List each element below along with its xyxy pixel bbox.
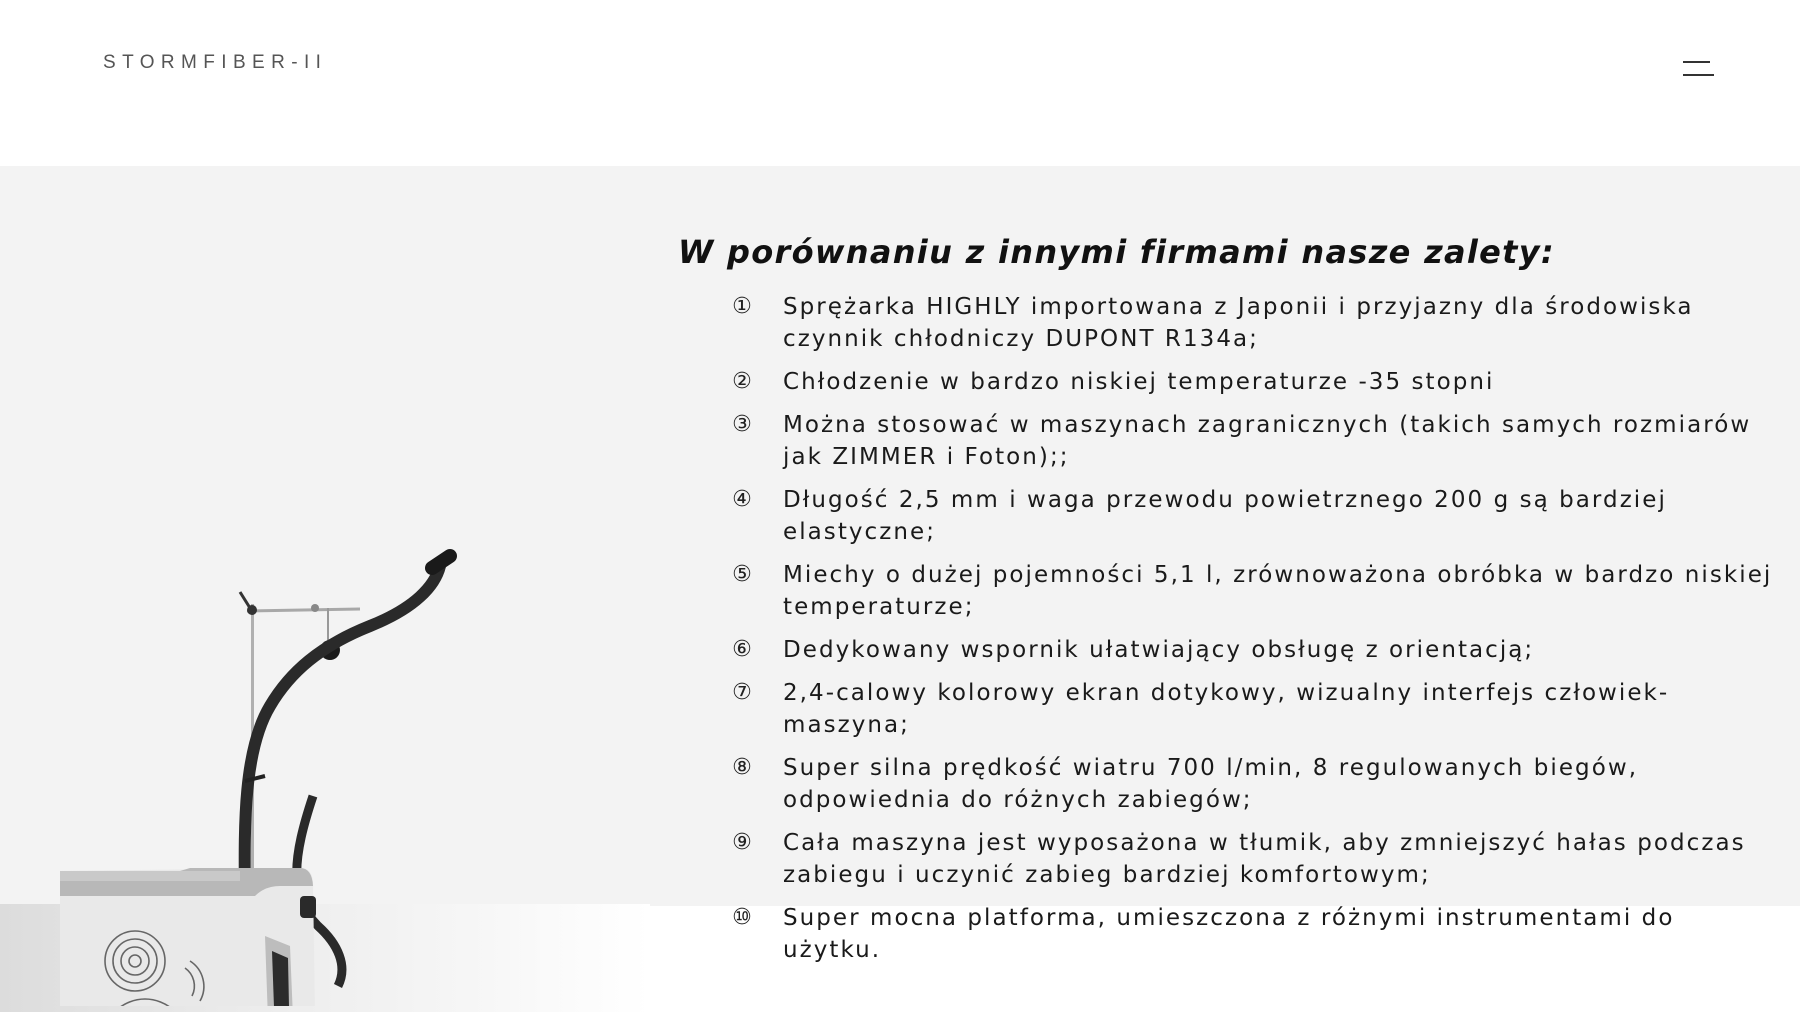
menu-line-bottom	[1683, 74, 1714, 76]
list-item	[728, 366, 1773, 398]
product-machine-image	[40, 376, 470, 1006]
list-item	[728, 634, 1773, 666]
list-item-text: Super silna prędkość wiatru 700 l/min, 8 regulowanych biegów, odpowiednia do różnych zabiegów;	[783, 755, 1639, 813]
list-item-number: ④	[732, 487, 752, 512]
list-item-text: Chłodzenie w bardzo niskiej temperaturze -35 stopni	[783, 369, 1495, 395]
advantages-heading: W porównaniu z innymi firmami nasze zalety:	[678, 233, 1556, 271]
advantages-section	[0, 166, 1800, 1012]
list-item-text: Cała maszyna jest wyposażona w tłumik, aby zmniejszyć hałas podczas zabiegu i uczynić zabieg bardziej komfortowym;	[783, 830, 1746, 888]
list-item-text: Można stosować w maszynach zagranicznych (takich samych rozmiarów jak ZIMMER i Foton);;	[783, 412, 1752, 470]
list-item	[728, 752, 1773, 816]
site-header	[0, 0, 1800, 166]
hamburger-menu-icon[interactable]	[1676, 56, 1716, 84]
list-item-text: Długość 2,5 mm i waga przewodu powietrznego 200 g są bardziej elastyczne;	[783, 487, 1667, 545]
list-item-text: Super mocna platforma, umieszczona z różnymi instrumentami do użytku.	[783, 905, 1675, 963]
list-item	[728, 677, 1773, 741]
list-item-number: ②	[732, 369, 752, 394]
list-item-text: Miechy o dużej pojemności 5,1 l, zrównoważona obróbka w bardzo niskiej temperaturze;	[783, 562, 1773, 620]
list-item-number: ⑥	[732, 637, 752, 662]
advantages-list	[728, 291, 1773, 977]
list-item	[728, 291, 1773, 355]
list-item	[728, 559, 1773, 623]
list-item	[728, 827, 1773, 891]
list-item-text: 2,4-calowy kolorowy ekran dotykowy, wizualny interfejs człowiek-maszyna;	[783, 680, 1670, 738]
list-item	[728, 409, 1773, 473]
list-item-number: ⑦	[732, 680, 752, 705]
list-item-number: ③	[732, 412, 752, 437]
list-item-number: ⑩	[732, 905, 752, 930]
list-item-number: ⑧	[732, 755, 752, 780]
list-item-text: Sprężarka HIGHLY importowana z Japonii i przyjazny dla środowiska czynnik chłodniczy DUPONT R134a;	[783, 294, 1694, 352]
list-item	[728, 902, 1773, 966]
list-item-number: ①	[732, 294, 752, 319]
menu-line-top	[1683, 61, 1710, 63]
list-item-number: ⑤	[732, 562, 752, 587]
list-item	[728, 484, 1773, 548]
list-item-number: ⑨	[732, 830, 752, 855]
brand-logo-text[interactable]: STORMFIBER-II	[103, 52, 328, 73]
list-item-text: Dedykowany wspornik ułatwiający obsługę z orientacją;	[783, 637, 1535, 663]
